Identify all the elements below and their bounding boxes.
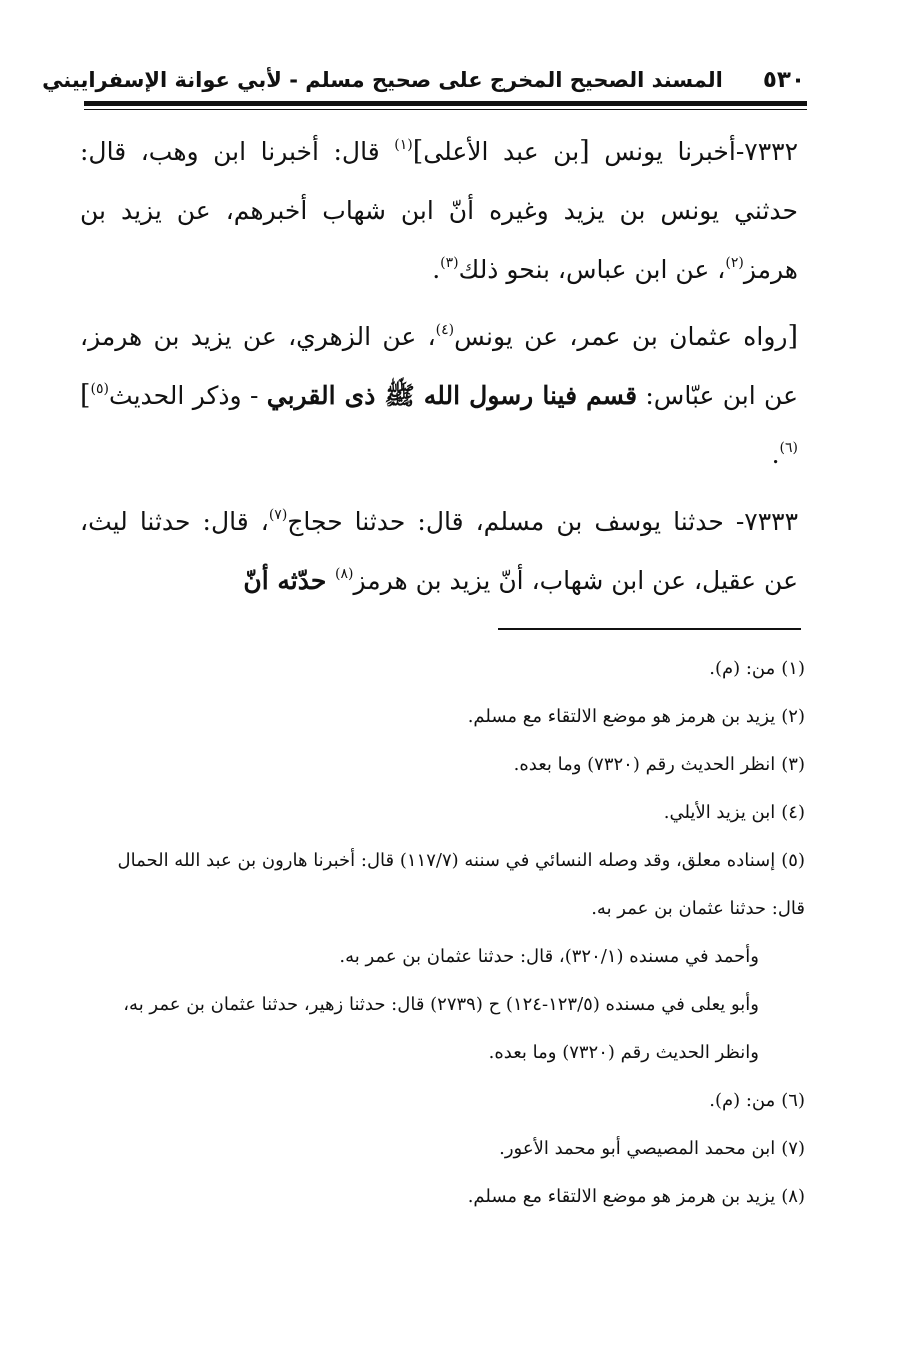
bracketed-text: بن عبد الأعلى bbox=[423, 137, 580, 166]
footnote-number: (٢) bbox=[781, 706, 805, 727]
footnote-text: وأبو يعلى في مسنده (١٢٣/٥-١٢٤) ح (٢٧٣٩) قال: حدثنا زهير، حدثنا عثمان بن عمر به، وانظر الحديث رقم (٧٣٢٠) وما بعده. bbox=[123, 994, 759, 1063]
hadith-text: - حدثنا يوسف بن مسلم، قال: حدثنا حجاج bbox=[287, 507, 745, 536]
footnote-text: يزيد بن هرمز هو موضع الالتقاء مع مسلم. bbox=[467, 706, 776, 727]
footnote-text: ابن محمد المصيصي أبو محمد الأعور. bbox=[499, 1138, 776, 1159]
footnote-text: من: (م). bbox=[709, 1090, 776, 1111]
riwaya-text: . bbox=[771, 440, 780, 469]
footnote-3 bbox=[80, 741, 805, 789]
footnote-6 bbox=[80, 1077, 805, 1125]
footnote-ref[interactable]: (٣) bbox=[440, 255, 459, 271]
footnote-text: إسناده معلق، وقد وصله النسائي في سننه (١١٧/٧) قال: أخبرنا هارون بن عبد الله الحمال قال: حدثنا عثمان بن عمر به. bbox=[117, 850, 805, 919]
riwaya-paragraph bbox=[80, 307, 798, 484]
bracket-close: ] bbox=[412, 136, 424, 167]
footnote-ref[interactable]: (٧) bbox=[268, 507, 288, 523]
footnote-number: (١) bbox=[781, 658, 805, 679]
hadith-number: ٧٣٣٢ bbox=[744, 137, 798, 166]
footnote-2 bbox=[80, 693, 805, 741]
hadith-text: -أخبرنا يونس bbox=[589, 137, 745, 166]
footnote-ref[interactable]: (١) bbox=[394, 137, 413, 153]
header-rule-thin bbox=[84, 109, 807, 110]
footnote-8 bbox=[80, 1173, 805, 1221]
footnote-text: من: (م). bbox=[709, 658, 776, 679]
footnote-separator bbox=[498, 628, 801, 630]
hadith-text: ، عن ابن عباس، بنحو ذلك bbox=[458, 255, 726, 284]
footnote-5-continuation bbox=[80, 933, 805, 981]
hadith-text: قال: أخبرنا ابن وهب، قال: حدثني يونس بن يزيد وغيره أنّ ابن شهاب أخبرهم، عن يزيد بن هرمز bbox=[80, 137, 798, 284]
footnote-7 bbox=[80, 1125, 805, 1173]
footnote-number: (٣) bbox=[781, 754, 805, 775]
footnote-number: (٥) bbox=[781, 850, 805, 871]
footnote-1 bbox=[80, 645, 805, 693]
running-title: المسند الصحيح المخرج على صحيح مسلم - لأبي عوانة الإسفراييني bbox=[42, 68, 723, 92]
matn-bold: حدّثه أنّ bbox=[243, 566, 336, 595]
footnote-ref[interactable]: (٤) bbox=[435, 322, 455, 338]
footnote-ref[interactable]: (٥) bbox=[90, 381, 110, 397]
header-rule-thick bbox=[84, 101, 807, 106]
hadith-number: ٧٣٣٣ bbox=[744, 507, 798, 536]
hadith-7333 bbox=[80, 492, 798, 610]
footnote-number: (٦) bbox=[781, 1090, 805, 1111]
footnote-ref[interactable]: (٦) bbox=[779, 440, 798, 456]
bracket-open: [ bbox=[787, 321, 799, 352]
bracket-open: [ bbox=[579, 136, 590, 167]
footnote-ref[interactable]: (٨) bbox=[335, 566, 354, 582]
riwaya-text: رواه عثمان بن عمر، عن يونس bbox=[454, 322, 788, 351]
hadith-text: ، قال: حدثنا ليث، عن عقيل، عن ابن شهاب، أنّ يزيد بن هرمز bbox=[80, 507, 798, 595]
footnote-ref[interactable]: (٢) bbox=[725, 255, 744, 271]
footnote-text: انظر الحديث رقم (٧٣٢٠) وما بعده. bbox=[513, 754, 776, 775]
footnote-number: (٨) bbox=[781, 1186, 805, 1207]
page-header bbox=[42, 62, 805, 98]
hadith-7332 bbox=[80, 122, 798, 299]
footnote-text: يزيد بن هرمز هو موضع الالتقاء مع مسلم. bbox=[467, 1186, 776, 1207]
footnote-5 bbox=[80, 837, 805, 933]
footnote-text: ابن يزيد الأيلي. bbox=[663, 802, 776, 823]
footnote-number: (٧) bbox=[781, 1138, 805, 1159]
bracket-close: ] bbox=[80, 380, 91, 411]
matn-bold: قسم فينا رسول الله ﷺ ذى القربي bbox=[266, 381, 638, 410]
riwaya-text: ، عن الزهري، عن يزيد بن هرمز، عن ابن عبّاس: bbox=[80, 322, 798, 410]
page-number: ٥٣٠ bbox=[762, 67, 805, 93]
footnote-5-continuation bbox=[80, 981, 805, 1077]
footnote-text: وأحمد في مسنده (٣٢٠/١)، قال: حدثنا عثمان بن عمر به. bbox=[339, 946, 759, 967]
footnote-4 bbox=[80, 789, 805, 837]
hadith-text: . bbox=[432, 255, 441, 284]
main-text bbox=[80, 122, 798, 612]
footnote-number: (٤) bbox=[781, 802, 805, 823]
riwaya-text: - وذكر الحديث bbox=[109, 381, 267, 410]
footnotes bbox=[80, 645, 805, 1221]
